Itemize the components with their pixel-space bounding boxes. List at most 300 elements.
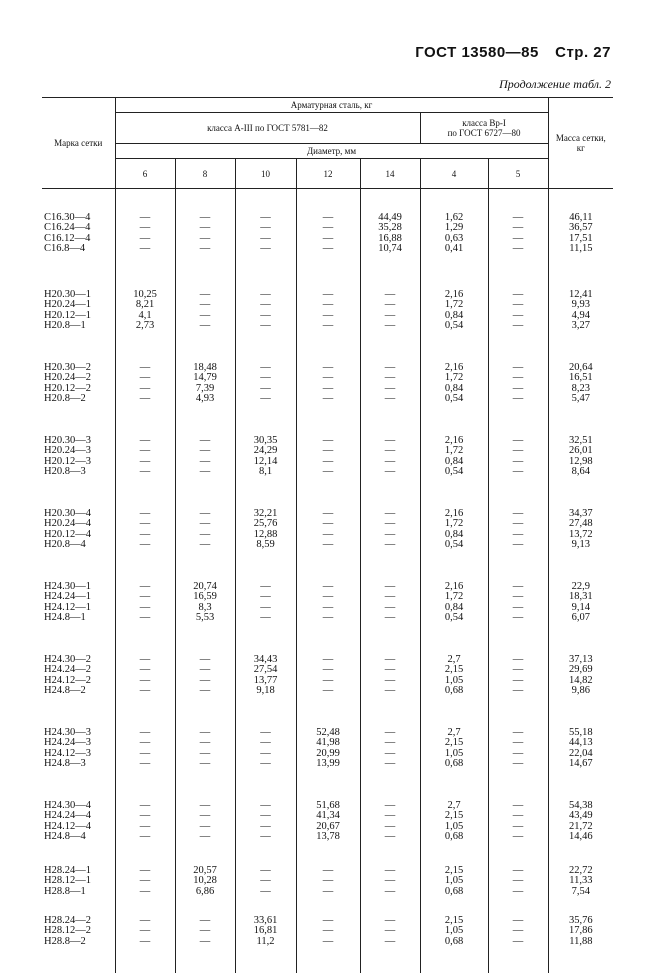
d4-value: 0,41 (421, 244, 488, 254)
d5-cell (488, 189, 548, 277)
table-row-group (42, 422, 613, 495)
d4-value: 2,16 (421, 436, 488, 446)
d14-value: — (361, 728, 420, 738)
d5-value: — (489, 749, 548, 759)
d12-value: — (297, 373, 360, 383)
mass-value: 9,86 (549, 686, 614, 696)
column-mass-line1: Масса сетки, (556, 133, 606, 143)
d14-value: — (361, 811, 420, 821)
d6-value: — (116, 519, 175, 529)
table-row-group (42, 568, 613, 641)
mass-value: 5,47 (549, 394, 614, 404)
d10-value: — (236, 592, 296, 602)
d12-value: — (297, 655, 360, 665)
d5-value: — (489, 759, 548, 769)
d4-value: 1,72 (421, 519, 488, 529)
d14-value: 16,88 (361, 234, 420, 244)
mass-value: 16,51 (549, 373, 614, 383)
d12-cell (296, 495, 360, 568)
mass-value: 7,54 (549, 887, 614, 897)
mark-cell (42, 189, 115, 277)
d4-value: 2,7 (421, 728, 488, 738)
d14-cell (360, 714, 420, 787)
d6-value: — (116, 866, 175, 876)
mark-value: Н24.30—4 (44, 801, 115, 811)
diameter-8: 8 (175, 159, 235, 189)
d14-value: — (361, 665, 420, 675)
d14-value: 35,28 (361, 223, 420, 233)
d10-value: — (236, 384, 296, 394)
d4-value: 0,54 (421, 613, 488, 623)
d14-value: — (361, 738, 420, 748)
d5-value: — (489, 223, 548, 233)
d10-value: 11,2 (236, 937, 296, 947)
d8-value: — (176, 311, 235, 321)
d12-value: 41,98 (297, 738, 360, 748)
mark-value: Н24.24—4 (44, 811, 115, 821)
d8-value: — (176, 244, 235, 254)
d5-cell (488, 422, 548, 495)
d14-value: — (361, 582, 420, 592)
d6-value: — (116, 540, 175, 550)
mark-value: Н28.24—1 (44, 866, 115, 876)
d8-value: — (176, 540, 235, 550)
d12-value: — (297, 290, 360, 300)
d5-cell (488, 349, 548, 422)
d6-value: — (116, 384, 175, 394)
d6-value: 4,1 (116, 311, 175, 321)
d8-value: — (176, 801, 235, 811)
mass-cell (548, 568, 613, 641)
d6-cell (115, 860, 175, 910)
mass-cell (548, 641, 613, 714)
d10-cell (235, 714, 296, 787)
d14-value: — (361, 373, 420, 383)
d4-value: 2,15 (421, 866, 488, 876)
d4-value: 1,72 (421, 300, 488, 310)
d4-value: 2,7 (421, 801, 488, 811)
d10-cell (235, 495, 296, 568)
mass-value: 22,9 (549, 582, 614, 592)
column-steel: Арматурная сталь, кг (115, 98, 548, 113)
mass-value: 9,93 (549, 300, 614, 310)
d10-value: — (236, 801, 296, 811)
mark-cell (42, 641, 115, 714)
d8-value: — (176, 213, 235, 223)
column-mass-line2: кг (577, 143, 585, 153)
d8-cell (175, 860, 235, 910)
d8-value: — (176, 749, 235, 759)
d14-value: 10,74 (361, 244, 420, 254)
d10-value: 32,21 (236, 509, 296, 519)
d8-value: 4,93 (176, 394, 235, 404)
d8-value: — (176, 759, 235, 769)
d12-cell (296, 860, 360, 910)
d4-value: 0,54 (421, 321, 488, 331)
d14-cell (360, 910, 420, 973)
mark-value: Н24.30—2 (44, 655, 115, 665)
mark-value: Н28.12—1 (44, 876, 115, 886)
d6-value: — (116, 655, 175, 665)
d5-cell (488, 276, 548, 349)
d10-value: 8,1 (236, 467, 296, 477)
d14-value: — (361, 436, 420, 446)
d6-value: — (116, 373, 175, 383)
d10-value: — (236, 300, 296, 310)
mass-value: 32,51 (549, 436, 614, 446)
mark-value: Н20.12—4 (44, 530, 115, 540)
mark-value: Н20.12—3 (44, 457, 115, 467)
d12-value: — (297, 467, 360, 477)
d6-value: — (116, 363, 175, 373)
mass-value: 3,27 (549, 321, 614, 331)
d5-value: — (489, 937, 548, 947)
class-bp1-header (420, 113, 548, 144)
d12-value: — (297, 876, 360, 886)
d12-value: — (297, 244, 360, 254)
mass-value: 44,13 (549, 738, 614, 748)
table-header (42, 98, 613, 189)
d12-value: — (297, 676, 360, 686)
d6-value: — (116, 822, 175, 832)
d12-value: — (297, 926, 360, 936)
mass-value: 8,64 (549, 467, 614, 477)
d6-value: — (116, 676, 175, 686)
d5-cell (488, 910, 548, 973)
d6-value: 8,21 (116, 300, 175, 310)
d5-value: — (489, 509, 548, 519)
d10-value: 27,54 (236, 665, 296, 675)
d14-value: — (361, 290, 420, 300)
mass-value: 6,07 (549, 613, 614, 623)
d14-value: — (361, 613, 420, 623)
mark-value: Н28.8—1 (44, 887, 115, 897)
d6-value: — (116, 801, 175, 811)
d10-value: — (236, 887, 296, 897)
mass-value: 13,72 (549, 530, 614, 540)
d6-value: — (116, 811, 175, 821)
class-bp1-line2: по ГОСТ 6727—80 (448, 128, 521, 138)
d10-value: — (236, 244, 296, 254)
d8-value: — (176, 530, 235, 540)
d6-value: — (116, 394, 175, 404)
d14-value: — (361, 394, 420, 404)
d10-value: 33,61 (236, 916, 296, 926)
d4-value: 0,84 (421, 457, 488, 467)
d12-value: — (297, 866, 360, 876)
table-body (42, 189, 613, 973)
d5-value: — (489, 738, 548, 748)
d5-value: — (489, 373, 548, 383)
d12-value: — (297, 509, 360, 519)
d5-value: — (489, 300, 548, 310)
mark-value: Н20.30—3 (44, 436, 115, 446)
d10-value: 13,77 (236, 676, 296, 686)
d14-value: — (361, 887, 420, 897)
d12-value: — (297, 321, 360, 331)
mark-value: Н24.12—2 (44, 676, 115, 686)
d5-value: — (489, 446, 548, 456)
mark-value: Н24.30—3 (44, 728, 115, 738)
d5-value: — (489, 686, 548, 696)
d12-cell (296, 189, 360, 277)
mass-value: 27,48 (549, 519, 614, 529)
mark-cell (42, 349, 115, 422)
mass-value: 37,13 (549, 655, 614, 665)
d5-value: — (489, 916, 548, 926)
d14-value: — (361, 759, 420, 769)
d14-cell (360, 787, 420, 860)
diameter-12: 12 (296, 159, 360, 189)
d8-value: — (176, 300, 235, 310)
d8-cell (175, 349, 235, 422)
d8-value: — (176, 321, 235, 331)
mass-cell (548, 787, 613, 860)
d14-cell (360, 349, 420, 422)
d4-value: 2,16 (421, 582, 488, 592)
mark-value: Н24.24—1 (44, 592, 115, 602)
d12-value: — (297, 592, 360, 602)
d10-value: — (236, 290, 296, 300)
d12-value: — (297, 603, 360, 613)
d10-value: — (236, 749, 296, 759)
d12-value: — (297, 582, 360, 592)
table-row-group (42, 787, 613, 860)
mark-value: Н24.12—4 (44, 822, 115, 832)
d5-value: — (489, 234, 548, 244)
mark-cell (42, 860, 115, 910)
d5-value: — (489, 728, 548, 738)
d14-value: — (361, 686, 420, 696)
d5-cell (488, 495, 548, 568)
d10-value: — (236, 311, 296, 321)
d8-cell (175, 910, 235, 973)
mass-value: 12,98 (549, 457, 614, 467)
d8-value: — (176, 290, 235, 300)
d4-value: 1,72 (421, 446, 488, 456)
d6-value: — (116, 592, 175, 602)
d14-value: — (361, 937, 420, 947)
d10-cell (235, 910, 296, 973)
d8-cell (175, 422, 235, 495)
mass-value: 9,13 (549, 540, 614, 550)
d8-value: — (176, 509, 235, 519)
d14-value: — (361, 311, 420, 321)
d4-value: 1,62 (421, 213, 488, 223)
d12-value: — (297, 446, 360, 456)
mass-value: 22,04 (549, 749, 614, 759)
table-row-group (42, 641, 613, 714)
d8-value: — (176, 519, 235, 529)
d6-value: — (116, 436, 175, 446)
d4-cell (420, 495, 488, 568)
diameter-4: 4 (420, 159, 488, 189)
d10-value: — (236, 582, 296, 592)
d10-value: 34,43 (236, 655, 296, 665)
d5-value: — (489, 244, 548, 254)
d14-value: — (361, 457, 420, 467)
d12-cell (296, 568, 360, 641)
d8-value: — (176, 436, 235, 446)
d14-value: — (361, 467, 420, 477)
d6-value: — (116, 457, 175, 467)
mark-value: Н28.8—2 (44, 937, 115, 947)
mass-value: 55,18 (549, 728, 614, 738)
d6-cell (115, 568, 175, 641)
mark-value: С16.12—4 (44, 234, 115, 244)
mark-value: Н20.30—1 (44, 290, 115, 300)
d10-value: — (236, 613, 296, 623)
d5-value: — (489, 613, 548, 623)
d14-cell (360, 422, 420, 495)
d12-value: — (297, 363, 360, 373)
d10-value: 16,81 (236, 926, 296, 936)
d14-value: — (361, 530, 420, 540)
d4-value: 2,16 (421, 290, 488, 300)
mass-value: 36,57 (549, 223, 614, 233)
mesh-weight-table (42, 97, 613, 973)
d6-value: — (116, 759, 175, 769)
d6-value: — (116, 887, 175, 897)
d8-value: 18,48 (176, 363, 235, 373)
mark-cell (42, 910, 115, 973)
mass-value: 20,64 (549, 363, 614, 373)
d10-value: 8,59 (236, 540, 296, 550)
d6-value: — (116, 234, 175, 244)
d5-value: — (489, 655, 548, 665)
d14-value: — (361, 866, 420, 876)
d14-value: — (361, 321, 420, 331)
d8-value: 20,74 (176, 582, 235, 592)
mass-value: 8,23 (549, 384, 614, 394)
table-row-group (42, 910, 613, 973)
d14-value: — (361, 655, 420, 665)
d8-value: 7,39 (176, 384, 235, 394)
mass-value: 11,15 (549, 244, 614, 254)
d10-cell (235, 568, 296, 641)
d4-value: 0,68 (421, 759, 488, 769)
diameter-14: 14 (360, 159, 420, 189)
d5-value: — (489, 394, 548, 404)
d10-value: — (236, 603, 296, 613)
d4-value: 0,84 (421, 311, 488, 321)
d8-value: 20,57 (176, 866, 235, 876)
d5-cell (488, 714, 548, 787)
mass-cell (548, 910, 613, 973)
d4-value: 0,68 (421, 937, 488, 947)
d12-cell (296, 641, 360, 714)
d8-value: — (176, 728, 235, 738)
d4-value: 1,29 (421, 223, 488, 233)
column-mark: Марка сетки (42, 98, 115, 189)
d10-value: 30,35 (236, 436, 296, 446)
mass-value: 43,49 (549, 811, 614, 821)
class-a3-header: класса А-III по ГОСТ 5781—82 (115, 113, 420, 144)
mark-value: Н28.24—2 (44, 916, 115, 926)
mark-value: Н24.8—3 (44, 759, 115, 769)
mark-cell (42, 568, 115, 641)
d8-value: — (176, 937, 235, 947)
d8-value: — (176, 457, 235, 467)
d10-value: 12,88 (236, 530, 296, 540)
d14-value: — (361, 832, 420, 842)
d8-value: — (176, 832, 235, 842)
d6-value: 10,25 (116, 290, 175, 300)
d6-value: — (116, 738, 175, 748)
d4-value: 0,54 (421, 394, 488, 404)
d5-value: — (489, 311, 548, 321)
mark-value: Н20.8—1 (44, 321, 115, 331)
d5-value: — (489, 866, 548, 876)
d10-value: — (236, 759, 296, 769)
d8-value: — (176, 822, 235, 832)
d10-cell (235, 349, 296, 422)
d5-value: — (489, 384, 548, 394)
d4-value: 0,84 (421, 603, 488, 613)
d4-cell (420, 860, 488, 910)
d6-value: — (116, 937, 175, 947)
d14-cell (360, 641, 420, 714)
d5-value: — (489, 832, 548, 842)
d10-value: — (236, 728, 296, 738)
d4-value: 2,7 (421, 655, 488, 665)
d6-value: — (116, 582, 175, 592)
d12-value: 20,99 (297, 749, 360, 759)
d8-value: — (176, 738, 235, 748)
mass-value: 34,37 (549, 509, 614, 519)
d5-value: — (489, 665, 548, 675)
mass-cell (548, 495, 613, 568)
d6-value: — (116, 876, 175, 886)
d4-value: 2,15 (421, 916, 488, 926)
d12-cell (296, 349, 360, 422)
mark-value: Н20.8—2 (44, 394, 115, 404)
mass-value: 12,41 (549, 290, 614, 300)
mark-value: Н20.12—2 (44, 384, 115, 394)
d4-value: 2,16 (421, 363, 488, 373)
d10-value: — (236, 811, 296, 821)
d12-value: — (297, 436, 360, 446)
mass-value: 17,86 (549, 926, 614, 936)
d12-value: — (297, 234, 360, 244)
d6-cell (115, 189, 175, 277)
d5-value: — (489, 887, 548, 897)
d12-value: — (297, 213, 360, 223)
d12-value: 13,78 (297, 832, 360, 842)
d10-cell (235, 189, 296, 277)
d4-value: 0,54 (421, 467, 488, 477)
d8-value: — (176, 811, 235, 821)
d8-value: 14,79 (176, 373, 235, 383)
d5-value: — (489, 519, 548, 529)
d4-cell (420, 276, 488, 349)
column-mass (548, 98, 613, 189)
d6-value: — (116, 749, 175, 759)
d12-cell (296, 787, 360, 860)
mark-value: Н20.24—3 (44, 446, 115, 456)
mark-value: Н24.30—1 (44, 582, 115, 592)
d6-cell (115, 276, 175, 349)
d4-cell (420, 714, 488, 787)
mark-value: Н24.12—3 (44, 749, 115, 759)
mark-value: Н20.8—3 (44, 467, 115, 477)
d10-value: 9,18 (236, 686, 296, 696)
d10-cell (235, 641, 296, 714)
d14-value: — (361, 916, 420, 926)
mark-value: С16.24—4 (44, 223, 115, 233)
mass-value: 46,11 (549, 213, 614, 223)
mark-cell (42, 495, 115, 568)
